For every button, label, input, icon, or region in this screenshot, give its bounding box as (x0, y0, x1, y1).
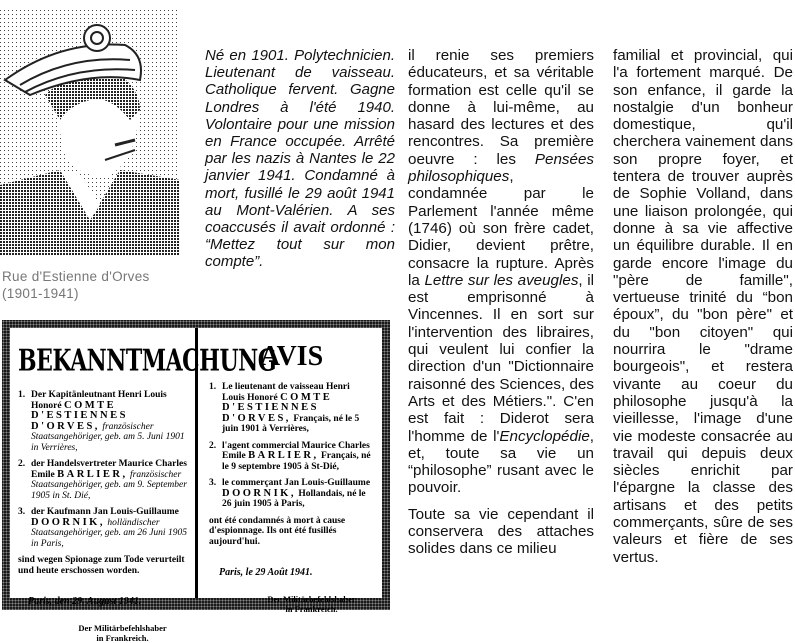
notice-german-signature: Der Militärbefehlshaber in Frankreich. (78, 623, 167, 643)
portrait-photo (0, 10, 180, 255)
execution-notice-poster (2, 320, 390, 643)
paragraph: il renie ses premiers éducateurs, et sa véritable formation est celle qu'il se donne à lui-même, au hasard des lectures et des rencontres. Sa première oeuvre : les Pensées philosophiques, condamnée par le Parlement l'année même (1746) où son frère cadet, Didier, devient prêtre, consacre la rupture. Après la Lettre sur les aveugles, il est emprisonné à Vincennes. Il en sort sur l'intervention des libraires, qui veulent lui confier la direction d'un "Dictionnaire raisonné des Sciences, des Arts et des Métiers.". C'en est fait : Diderot sera l'homme de l'Encyclopédie, et, toute sa vie un “philosophe” rusant avec le pouvoir. (408, 47, 594, 497)
notice-item: 2. l'agent commercial Maurice Charles Emile BARLIER, Français, né le 9 septembre 1905 à St-Dié, (209, 440, 371, 472)
biography-text: Né en 1901. Polytechnicien. Lieutenant de vaisseau. Catholique fervent. Gagne Londres à l'été 1940. Volontaire pour une mission en France occupée. Arrêté par les nazis à Nantes le 22 janvier 1941. Condamné à mort, fusillé le 29 août 1941 au Mont-Valérien. A ses coaccusés il avait ordonné : “Mettez tout sur mon compte”. (205, 47, 395, 271)
notice-german-place-date: Paris, den 29. August 1941. (28, 596, 142, 607)
notice-item: 1. Der Kapitänleutnant Henri Louis Honoré COMTE D'ESTIENNES D'ORVES, französischer Staatsangehöriger, geb. am 5. Juni 1901 in Verrières, (18, 390, 185, 453)
notice-item: 3. le commerçant Jan Louis-Guillaume DOORNIK, Hollandais, né le 26 juin 1905 à Paris, (209, 478, 371, 509)
article-column-3 (408, 47, 594, 558)
work-title-encyclopedie: Encyclopédie (499, 427, 590, 445)
notice-french-verdict: ont été condamnés à mort à cause d'espionnage. Ils ont été fusillés aujourd'hui. (209, 515, 346, 547)
caption-street-name: Rue d'Estienne d'Orves (2, 269, 150, 284)
work-title-lettre: Lettre sur les aveugles (424, 271, 579, 289)
notice-french (201, 328, 382, 614)
paragraph: familial et provincial, qui l'a fortement marqué. De son enfance, il garde la nostalgie d'un bonheur domestique, qu'il cherchera vainement dans son propre foyer, et tentera de trouver auprès de Sophie Volland, dans une liaison prolongée, qui donne à sa vie affective un équilibre durable. Il en garde encore l'image du "père de famille", vertueuse trinité du “bon époux”, du "bon père" et du "bon citoyen" qui nourrira le "drame bourgeois", et restera vivante au coeur du philosophe jusqu'à la vieillesse, l'image d'une vie modeste consacrée au travail qui depuis deux siècles enrichit par l'épargne la classe des artisans et des petits commerçants, sûre de ses valeurs et fière de ses vertus. (613, 47, 793, 566)
notice-german-list (18, 390, 187, 549)
poster-paper (10, 328, 382, 643)
notice-german-title: BEKANNTMACHUNG (18, 343, 277, 379)
notice-french-title: AVIS (259, 341, 324, 372)
notice-item: 1. Le lieutenant de vaisseau Henri Louis Honoré COMTE D'ESTIENNES D'ORVES, Français, né le 5 juin 1901 à Verrières, (209, 382, 360, 434)
article-column-4 (613, 47, 793, 566)
notice-french-signature: Der Militärbefehlshaber in Frankreich. (267, 594, 356, 614)
notice-french-place-date: Paris, le 29 Août 1941. (219, 567, 313, 578)
notice-item: 2. der Handelsvertreter Maurice Charles Emile BARLIER, französischer Staatsangehöriger, geb. am 9. September 1905 in St. Dié, (18, 459, 187, 501)
notice-german-verdict: sind wegen Spionage zum Tode verurteilt und heute erschossen worden. (18, 555, 185, 576)
paragraph: Toute sa vie cependant il conservera des attaches solides dans ce milieu (408, 505, 594, 558)
notice-french-list (209, 382, 374, 510)
work-title-pensees: Pensées philosophiques (408, 150, 594, 186)
photo-caption (2, 268, 192, 302)
notice-item: 3. der Kaufmann Jan Louis-Guillaume DOORNIK, holländischer Staatsangehöriger, geb. am 26 Juni 1905 in Paris, (18, 507, 187, 549)
portrait-illustration (0, 10, 180, 255)
caption-dates: (1901-1941) (2, 286, 79, 301)
